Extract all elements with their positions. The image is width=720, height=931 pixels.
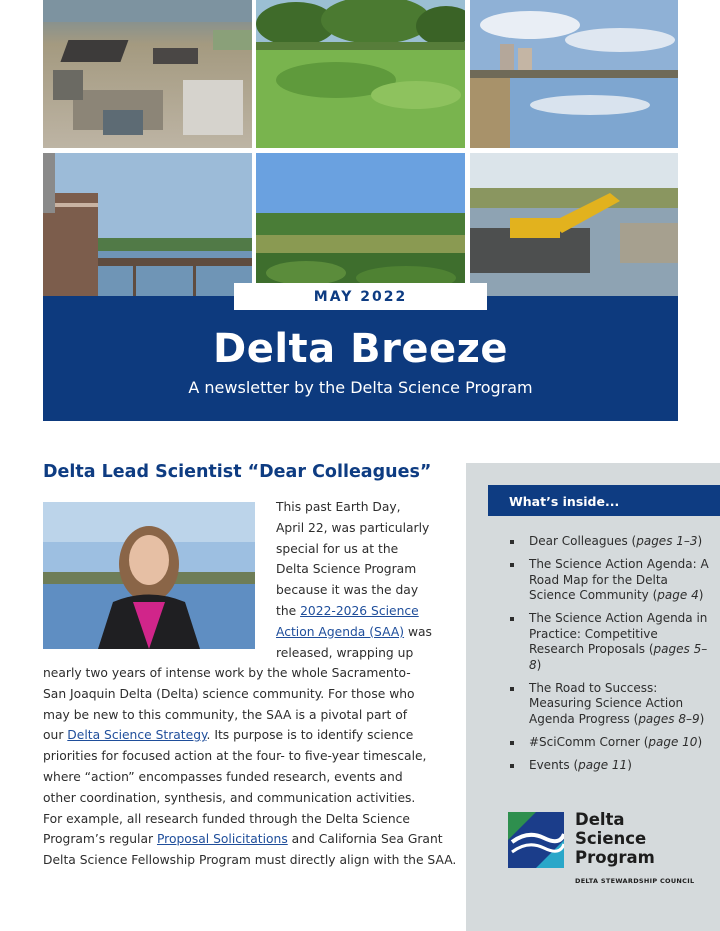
toc-item[interactable]: Events (page 11)	[510, 758, 710, 774]
article-line	[43, 725, 443, 746]
delta-science-program-logo	[508, 812, 713, 892]
toc-item-text: #SciComm Corner	[529, 734, 640, 749]
toc-item-text: Events	[529, 757, 570, 772]
article-text: Program’s regular	[43, 832, 157, 847]
saa-link-continued[interactable]: Action Agenda (SAA)	[276, 624, 405, 639]
issue-date: MAY 2022	[313, 288, 408, 305]
newsletter-title: Delta Breeze	[213, 326, 508, 372]
article-line: For example, all research funded through the Delta Science	[43, 811, 410, 826]
article-text: our	[43, 728, 68, 743]
article-text: the	[276, 603, 301, 618]
toc-item[interactable]: Dear Colleagues (pages 1–3)	[510, 534, 710, 550]
article-line	[43, 829, 443, 850]
masthead-banner	[43, 296, 678, 421]
water-hyacinth-photo	[256, 153, 465, 296]
science-strategy-link[interactable]: Delta Science Strategy	[67, 728, 207, 743]
silos-wetland-photo	[470, 0, 678, 148]
logo-line: Delta	[575, 810, 625, 829]
article-line	[276, 622, 456, 643]
article-body-column	[43, 663, 457, 871]
article-line: April 22, was particularly	[276, 520, 430, 535]
article-line: nearly two years of intense work by the whole Sacramento-	[43, 666, 411, 680]
toc-item-pages: pages 1–3	[636, 534, 698, 548]
article-line: priorities for focused action at the four- to five-year timescale,	[43, 749, 427, 764]
saa-link[interactable]: 2022-2026 Science	[300, 603, 419, 618]
toc-item-text: The Road to Success: Measuring Science Action Agenda Progress	[529, 680, 684, 726]
logo-line: Science	[575, 829, 647, 848]
toc-item-pages: page 10	[648, 734, 698, 749]
toc-item-pages: page 11	[578, 757, 628, 772]
article-text: and California Sea Grant	[287, 832, 443, 847]
article-line: Delta Science Program	[276, 562, 417, 577]
logo-line: Program	[575, 848, 655, 867]
article-line: where “action” encompasses funded research, events and	[43, 769, 403, 784]
newsletter-subtitle: A newsletter by the Delta Science Program	[188, 378, 533, 397]
excavator-barge-photo	[470, 153, 678, 296]
article-line: other coordination, synthesis, and communication activities.	[43, 790, 416, 805]
article-line: because it was the day	[276, 583, 419, 598]
article-line: San Joaquin Delta (Delta) science community. For those who	[43, 686, 415, 701]
toc-item-pages: pages 5–8	[529, 642, 708, 672]
article-text: . Its purpose is to identify science	[206, 728, 414, 743]
toc-item[interactable]: The Science Action Agenda in Practice: Competitive Research Proposals (pages 5–8)	[510, 611, 710, 673]
toc-item[interactable]: The Road to Success: Measuring Science Action Agenda Progress (pages 8–9)	[510, 681, 710, 728]
article-text: was	[404, 624, 432, 639]
table-of-contents	[510, 534, 710, 781]
article-title: Delta Lead Scientist “Dear Colleagues”	[43, 462, 432, 482]
toc-item[interactable]: #SciComm Corner (page 10)	[510, 735, 710, 751]
whats-inside-heading: What’s inside...	[488, 485, 720, 516]
green-river-photo	[256, 0, 465, 148]
toc-item-pages: pages 8–9	[638, 711, 700, 726]
toc-item-text: Dear Colleagues	[529, 534, 628, 548]
logo-wordmark	[575, 810, 655, 867]
issue-date-tab	[234, 283, 487, 310]
aerial-construction-photo	[43, 0, 252, 148]
toc-item[interactable]: The Science Action Agenda: A Road Map for the Delta Science Community (page 4)	[510, 557, 710, 604]
lead-scientist-portrait	[43, 502, 255, 649]
toc-item-text: The Science Action Agenda in Practice: Competitive Research Proposals	[529, 611, 708, 656]
proposal-solicitations-link[interactable]: Proposal Solicitations	[156, 832, 288, 847]
article-line: This past Earth Day,	[276, 500, 401, 514]
toc-item-pages: page 4	[657, 588, 699, 602]
article-line: may be new to this community, the SAA is a pivotal part of	[43, 707, 408, 722]
logo-council-text: DELTA STEWARDSHIP COUNCIL	[575, 877, 695, 885]
article-line: special for us at the	[276, 541, 399, 556]
toc-item-text: The Science Action Agenda: A Road Map for the Delta Science Community	[529, 557, 709, 602]
article-line: Delta Science Fellowship Program must directly align with the SAA.	[43, 853, 457, 868]
boardwalk-lake-photo	[43, 153, 252, 296]
article-intro-column	[276, 497, 456, 663]
article-line: released, wrapping up	[276, 645, 414, 660]
article-line	[276, 601, 456, 622]
delta-science-program-logo-icon	[508, 812, 564, 868]
